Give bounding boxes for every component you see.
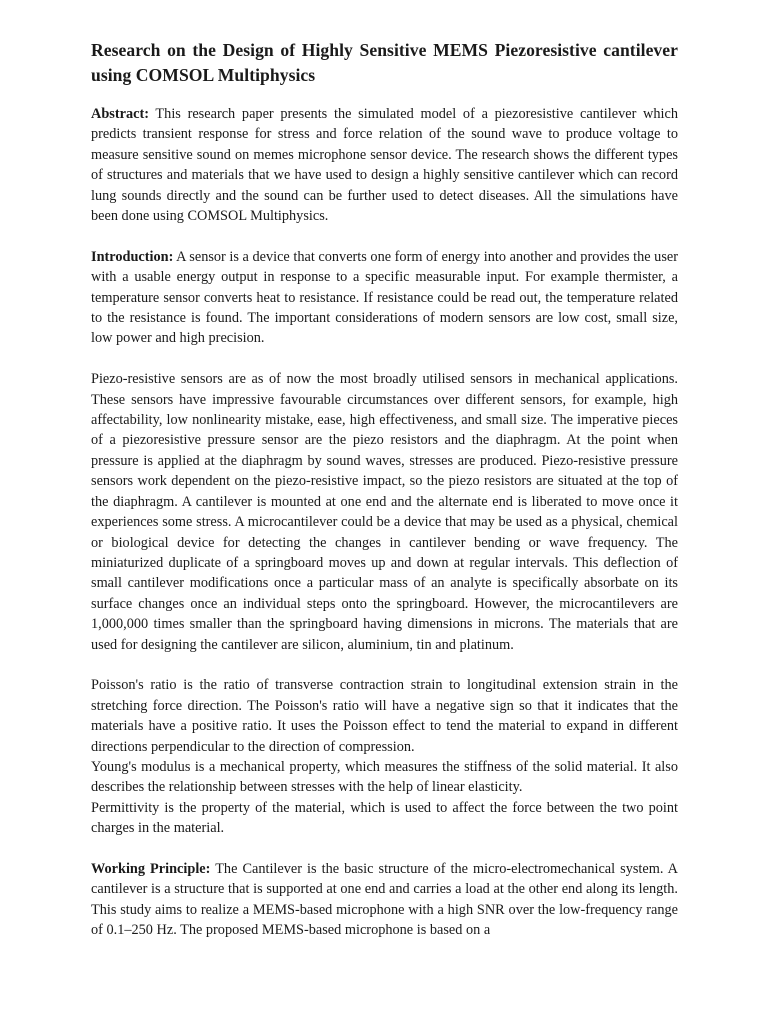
abstract-text: This research paper presents the simulated model of a piezoresistive cantilever which predicts transient response for stress and force relation of the sound wave to produce voltage to measure sensitive sound on memes microphone sensor device. The research shows the different types of structures and materials that we have used to design a highly sensitive cantilever which can record lung sounds directly and the sound can be further used to detect diseases. All the simulations have been done using COMSOL Multiphysics. xyxy=(91,106,678,225)
poisson-paragraph: Poisson's ratio is the ratio of transverse contraction strain to longitudinal extension strain in the stretching force direction. The Poisson's ratio will have a negative sign so that it indicates that the materials have a positive ratio. It uses the Poisson effect to tend the material to expand in different directions perpendicular to the direction of compression. xyxy=(91,677,678,755)
youngs-paragraph: Young's modulus is a mechanical property, which measures the stiffness of the solid material. It also describes the relationship between stresses with the help of linear elasticity. xyxy=(91,758,678,796)
working-principle-label: Working Principle: xyxy=(91,860,211,877)
paragraph-gap xyxy=(91,655,678,675)
introduction-label: Introduction: xyxy=(91,248,174,265)
paragraph-gap xyxy=(91,349,678,369)
working-principle-text: The Cantilever is the basic structure of the micro-electromechanical system. A cantilever is a structure that is supported at one end and carries a load at the other end along its length. This study aims to realize a MEMS-based microphone with a high SNR over the low-frequency range of 0.1–250 Hz. The proposed MEMS-based microphone is based on a xyxy=(91,860,678,939)
paragraph-gap xyxy=(91,226,678,246)
piezo-paragraph: Piezo-resistive sensors are as of now the most broadly utilised sensors in mechanical applications. These sensors have impressive favourable circumstances over different sensors, for example, high affectability, low nonlinearity mistake, ease, high effectiveness, and small size. The imperative pieces of a piezoresistive pressure sensor are the piezo resistors and the diaphragm. At the point when pressure is applied at the diaphragm by sound waves, stresses are produced. Piezo-resistive pressure sensors work dependent on the piezo-resistive impact, so the piezo resistors are situated at the top of the diaphragm. A cantilever is mounted at one end and the alternate end is liberated to move once it experiences some stress. A microcantilever could be a device that may be used as a physical, chemical or biological device for detecting the changes in cantilever bending or wave frequency. The miniaturized duplicate of a springboard moves up and down at regular intervals. This deflection of small cantilever modifications once a particular mass of an analyte is specifically absorbate on its surface changes once an individual steps onto the springboard. However, the microcantilevers are 1,000,000 times smaller than the springboard having dimensions in microns. The materials that are used for designing the cantilever are silicon, aluminium, tin and platinum. xyxy=(91,371,678,653)
working-principle-paragraph xyxy=(91,859,678,941)
permittivity-paragraph: Permittivity is the property of the material, which is used to affect the force between the two point charges in the material. xyxy=(91,799,678,837)
abstract-label: Abstract: xyxy=(91,106,149,122)
introduction-paragraph xyxy=(91,247,678,349)
abstract-paragraph xyxy=(91,104,678,226)
introduction-text: A sensor is a device that converts one form of energy into another and provides the user with a usable energy output in response to a specific measurable input. For example thermister, a temperature sensor converts heat to resistance. If resistance could be read out, the temperature related to the resistance is found. The important considerations of modern sensors are low cost, small size, low power and high precision. xyxy=(91,248,678,347)
paragraph-gap xyxy=(91,839,678,859)
paper-title: Research on the Design of Highly Sensitive MEMS Piezoresistive cantilever using COMSOL Multiphysics xyxy=(91,40,678,85)
